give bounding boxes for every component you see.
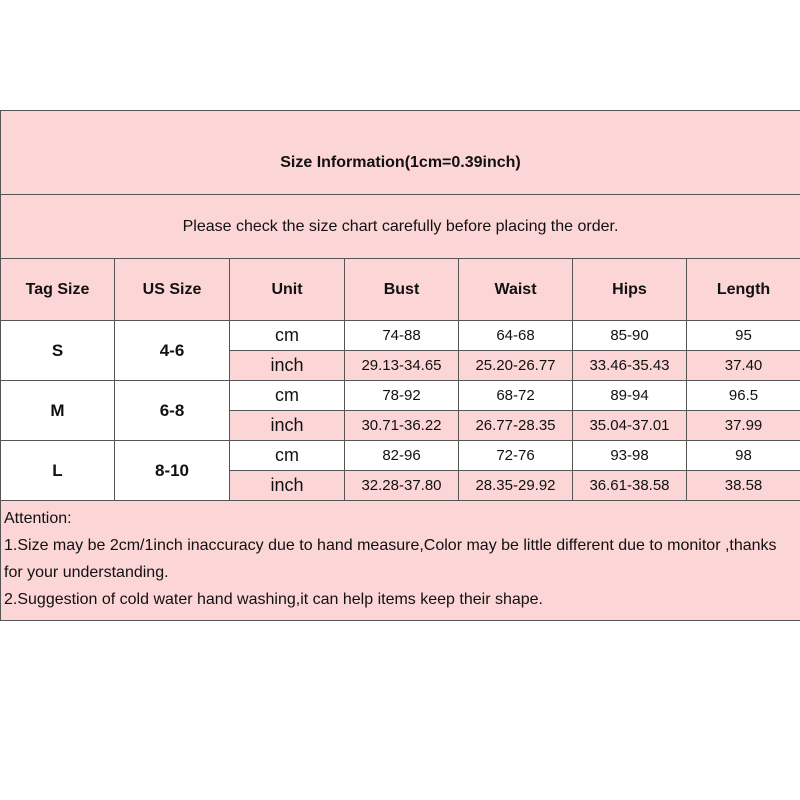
us-size-cell: 6-8	[115, 381, 230, 441]
waist-cell: 28.35-29.92	[459, 471, 573, 501]
header-us-size: US Size	[115, 259, 230, 321]
waist-cell: 64-68	[459, 321, 573, 351]
bust-cell: 78-92	[345, 381, 459, 411]
bust-cell: 29.13-34.65	[345, 351, 459, 381]
hips-cell: 89-94	[573, 381, 687, 411]
unit-cell: inch	[230, 351, 345, 381]
table-row	[1, 441, 800, 471]
header-length: Length	[687, 259, 800, 321]
length-cell: 98	[687, 441, 800, 471]
hips-cell: 36.61-38.58	[573, 471, 687, 501]
unit-cell: cm	[230, 441, 345, 471]
bust-cell: 82-96	[345, 441, 459, 471]
hips-cell: 93-98	[573, 441, 687, 471]
header-unit: Unit	[230, 259, 345, 321]
length-cell: 96.5	[687, 381, 800, 411]
notes-row	[1, 501, 800, 621]
bust-cell: 74-88	[345, 321, 459, 351]
notice-row	[1, 195, 800, 259]
unit-cell: inch	[230, 411, 345, 441]
unit-cell: inch	[230, 471, 345, 501]
waist-cell: 72-76	[459, 441, 573, 471]
table-row	[1, 381, 800, 411]
length-cell: 37.40	[687, 351, 800, 381]
size-chart-table	[0, 110, 800, 621]
tag-size-cell: L	[1, 441, 115, 501]
unit-cell: cm	[230, 321, 345, 351]
us-size-cell: 4-6	[115, 321, 230, 381]
tag-size-cell: M	[1, 381, 115, 441]
header-bust: Bust	[345, 259, 459, 321]
bust-cell: 32.28-37.80	[345, 471, 459, 501]
attention-heading: Attention:	[4, 510, 72, 527]
hips-cell: 33.46-35.43	[573, 351, 687, 381]
attention-note-1: 1.Size may be 2cm/1inch inaccuracy due to hand measure,Color may be little different due to monitor ,thanks for your understanding.	[4, 537, 777, 581]
waist-cell: 26.77-28.35	[459, 411, 573, 441]
length-cell: 38.58	[687, 471, 800, 501]
size-chart-sheet	[0, 110, 800, 621]
length-cell: 37.99	[687, 411, 800, 441]
length-cell: 95	[687, 321, 800, 351]
header-hips: Hips	[573, 259, 687, 321]
hips-cell: 85-90	[573, 321, 687, 351]
header-tag-size: Tag Size	[1, 259, 115, 321]
us-size-cell: 8-10	[115, 441, 230, 501]
attention-notes	[1, 501, 800, 621]
table-row	[1, 321, 800, 351]
bust-cell: 30.71-36.22	[345, 411, 459, 441]
waist-cell: 25.20-26.77	[459, 351, 573, 381]
hips-cell: 35.04-37.01	[573, 411, 687, 441]
size-chart-title: Size Information(1cm=0.39inch)	[1, 111, 800, 195]
attention-note-2: 2.Suggestion of cold water hand washing,it can help items keep their shape.	[4, 591, 543, 608]
waist-cell: 68-72	[459, 381, 573, 411]
header-row	[1, 259, 800, 321]
header-waist: Waist	[459, 259, 573, 321]
size-chart-notice: Please check the size chart carefully before placing the order.	[1, 195, 800, 259]
tag-size-cell: S	[1, 321, 115, 381]
unit-cell: cm	[230, 381, 345, 411]
title-row	[1, 111, 800, 195]
